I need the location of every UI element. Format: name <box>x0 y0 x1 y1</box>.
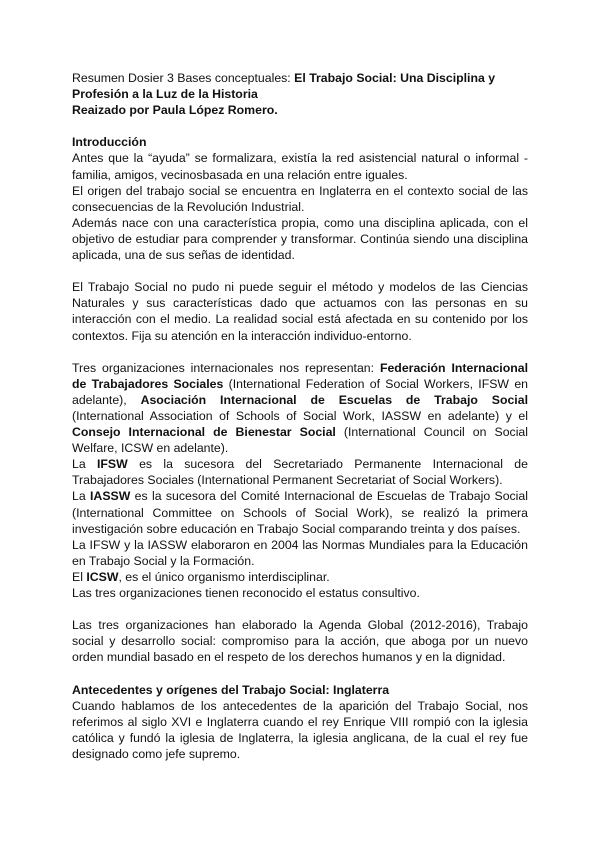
icsw-paragraph <box>72 569 528 585</box>
ifsw-description: es la sucesora del Secretariado Permanente Internacional de Trabajadores Sociales (International Permanent Secretariat of Social Workers). <box>72 457 528 488</box>
orgs-paragraph <box>72 360 528 457</box>
normas-paragraph: La IFSW y la IASSW elaboraron en 2004 las Normas Mundiales para la Educación en Trabajo Social y la Formación. <box>72 537 528 568</box>
ifsw-paragraph <box>72 456 528 488</box>
iassw-abbr: IASSW <box>90 489 131 504</box>
intro-paragraph-1: Antes que la “ayuda” se formalizara, existía la red asistencial natural o informal -familia, amigos, vecinosbasada en una relación entre iguales. <box>72 151 528 182</box>
icsw-name: Consejo Internacional de Bienestar Social <box>72 425 336 440</box>
intro-paragraph-4: El Trabajo Social no pudo ni puede seguir el método y modelos de las Ciencias Naturales y sus características dado que actuamos con las personas en su interacción con el medio. La realidad social está afectada en su contenido por los contextos. Fija su atención en la interacción individuo-entorno. <box>72 280 528 343</box>
iassw-name: Asociación Internacional de Escuelas de Trabajo Social <box>140 392 528 407</box>
document-title: El Trabajo Social: Una Disciplina y Profesión a la Luz de la Historia <box>72 71 496 102</box>
intro-paragraph-2: El origen del trabajo social se encuentra en Inglaterra en el contexto social de las consecuencias de la Revolución Industrial. <box>72 183 528 214</box>
ifsw-abbr: IFSW <box>97 457 128 472</box>
document-header <box>72 70 528 118</box>
intro-heading: Introducción <box>72 135 147 150</box>
orgs-intro: Tres organizaciones internacionales nos representan: <box>72 360 380 375</box>
icsw-abbr: ICSW <box>86 569 119 584</box>
document-page <box>72 70 528 762</box>
agenda-paragraph: Las tres organizaciones han elaborado la Agenda Global (2012-2016), Trabajo social y desarrollo social: compromiso para la acción, que aboga por un nuevo orden mundial basado en el respeto de los derechos humanos y en la dignidad. <box>72 618 528 665</box>
iassw-description: es la sucesora del Comité Internacional de Escuelas de Trabajo Social (International Committee on Schools of Social Work), se realizó la primera investigación sobre educación en Trabajo Social comparando treinta y dos países. <box>72 489 528 536</box>
intro-paragraph-3: Además nace con una característica propia, como una disciplina aplicada, con el objetivo de estudiar para comprender y transformar. Continúa siendo una disciplina aplicada, una de sus señas de identidad. <box>72 215 528 263</box>
icsw-article: El <box>72 569 87 584</box>
ifsw-english-name: (International Federation of Social Workers, IFSW en adelante), <box>72 376 528 407</box>
ifsw-article: La <box>72 457 97 472</box>
history-heading: Antecedentes y orígenes del Trabajo Social: Inglaterra <box>72 682 390 697</box>
iassw-english-name: (International Association of Schools of Social Work, IASSW en adelante) y el <box>72 408 528 423</box>
ifsw-name: Federación Internacional de Trabajadores Sociales <box>72 360 528 391</box>
consultivo-paragraph: Las tres organizaciones tienen reconocido el estatus consultivo. <box>72 586 420 600</box>
iassw-article: La <box>72 489 91 504</box>
icsw-english-name: (International Council on Social Welfare, ICSW en adelante). <box>72 425 529 456</box>
history-paragraph-1: Cuando hablamos de los antecedentes de la aparición del Trabajo Social, nos referimos al siglo XVI e Inglaterra cuando el rey Enrique VIII rompió con la iglesia católica y fundó la iglesia de Inglaterra, la iglesia anglicana, de la cual el rey fue designado como jefe supremo. <box>72 698 528 761</box>
header-prefix: Resumen Dosier 3 Bases conceptuales: <box>72 71 295 85</box>
iassw-paragraph <box>72 488 528 536</box>
icsw-description: , es el único organismo interdisciplinar. <box>118 569 330 584</box>
document-author: Reaizado por Paula López Romero. <box>72 103 278 118</box>
